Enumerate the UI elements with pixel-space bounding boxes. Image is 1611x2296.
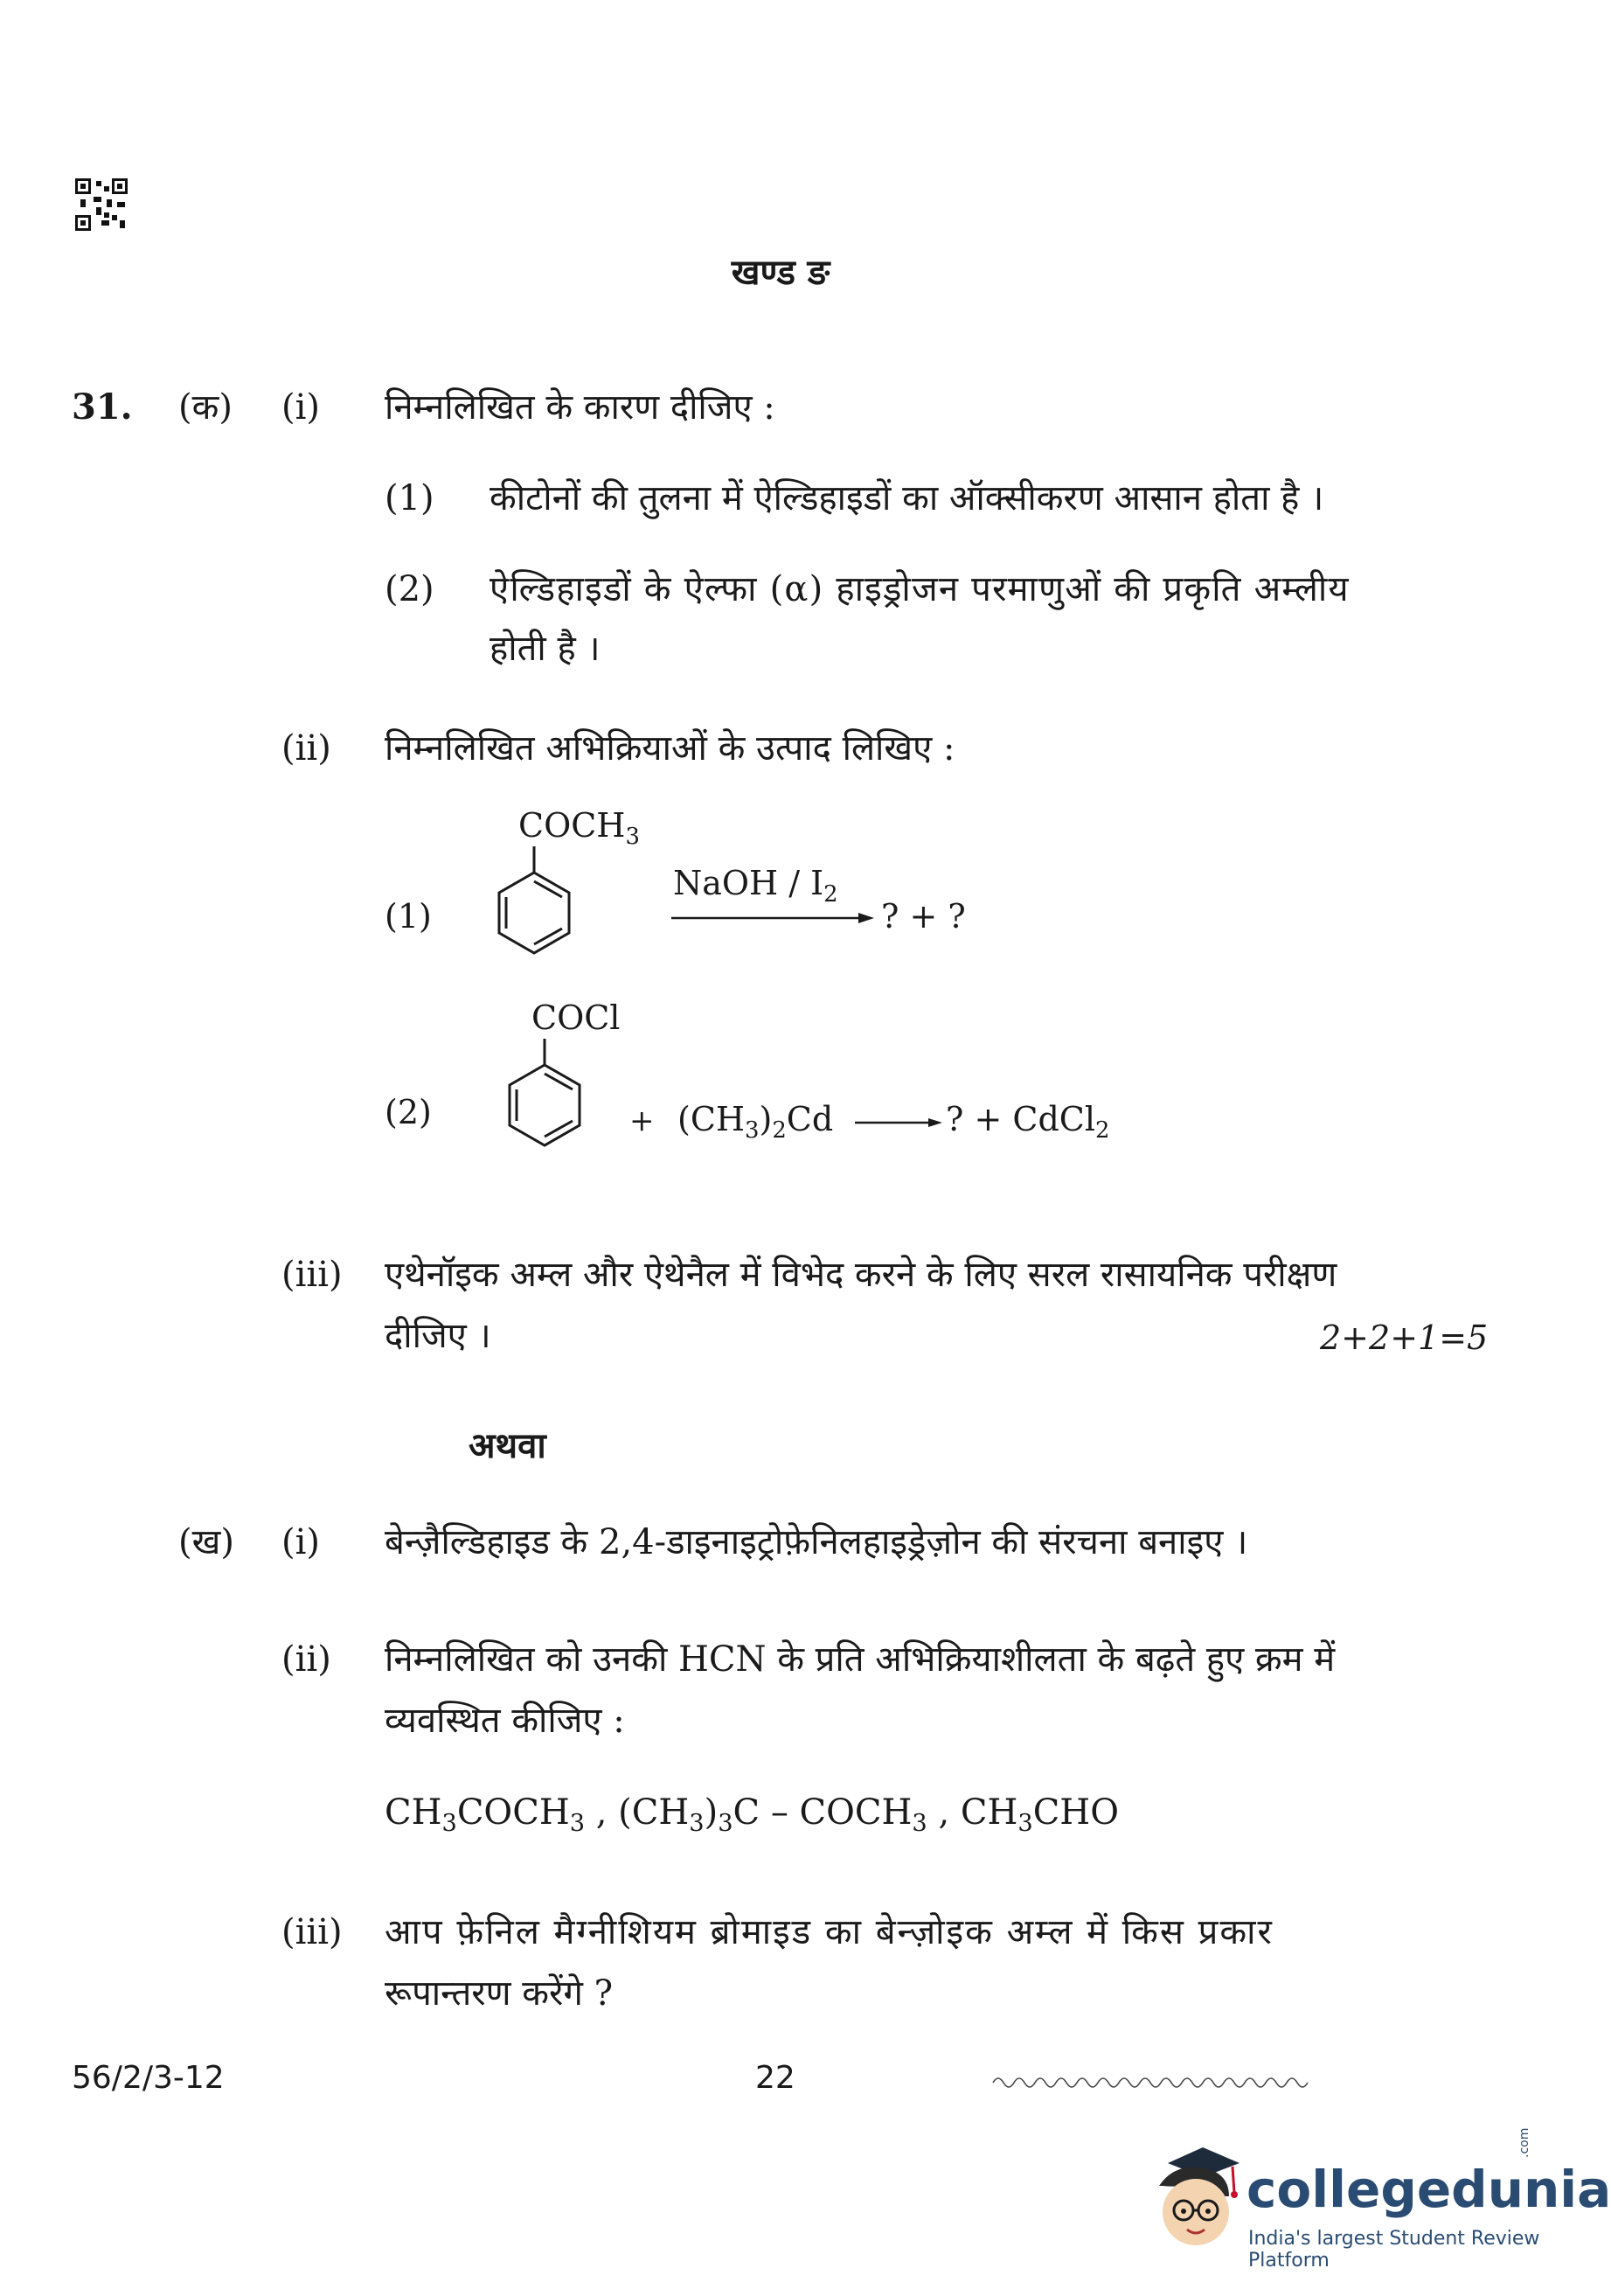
- question-number: 31.: [72, 386, 133, 428]
- plus-sign: +: [629, 1103, 655, 1138]
- or-separator: अथवा: [469, 1425, 546, 1466]
- benzene-ring-icon: [486, 846, 582, 960]
- reaction-products: ? + ?: [881, 897, 966, 936]
- marks-allocation: 2+2+1=5: [1320, 1318, 1489, 1357]
- question-text: निम्नलिखित को उनकी HCN के प्रति अभिक्रियाशीलता के बढ़ते हुए क्रम में: [385, 1639, 1336, 1680]
- compound-list: $CH_3COCH_3$ , $(CH_3)_3C$ – $COCH_3$ , $CH_3CHO$: [385, 1792, 1119, 1838]
- item-label: (2): [385, 569, 434, 609]
- reaction-products: ? + CdCl$_2$: [946, 1100, 1110, 1144]
- reaction-arrow-icon: [855, 1116, 942, 1130]
- reaction-arrow-icon: [671, 911, 874, 925]
- question-text: एथेनॉइक अम्ल और ऐथेनैल में विभेद करने के लिए सरल रासायनिक परीक्षण: [385, 1255, 1337, 1295]
- brand-name: collegedunia: [1246, 2160, 1611, 2219]
- subpart-label: (ii): [281, 728, 331, 769]
- reagent-label: NaOH / $I_2$: [673, 864, 838, 908]
- subpart-label: (iii): [281, 1255, 343, 1295]
- wavy-line-icon: [993, 2074, 1308, 2091]
- compound: $(CH_3)_3C$ – $COCH_3$: [618, 1792, 927, 1838]
- part-b-label: (ख): [178, 1522, 234, 1562]
- brand-tagline: India's largest Student Review Platform: [1248, 2228, 1540, 2272]
- subpart-label: (ii): [281, 1639, 331, 1680]
- item-text-continued: होती है ।: [490, 629, 601, 669]
- compound: $CH_3COCH_3$: [385, 1792, 586, 1838]
- item-text: ऐल्डिहाइडों के ऐल्फा (α) हाइड्रोजन परमाणुओं की प्रकृति अम्लीय: [490, 569, 1350, 609]
- reagent-label: $(CH_3)_2Cd$: [677, 1100, 834, 1144]
- question-text: बेन्ज़ैल्डिहाइड के 2,4-डाइनाइट्रोफ़ेनिलहाइड्रेज़ोन की संरचना बनाइए ।: [385, 1522, 1248, 1562]
- substituent-label: $COCH_3$: [518, 806, 640, 850]
- subpart-label: (i): [281, 387, 321, 428]
- question-text-continued: व्यवस्थित कीजिए :: [385, 1701, 625, 1741]
- subpart-label: (iii): [281, 1912, 343, 1952]
- part-a-label: (क): [178, 387, 233, 428]
- question-text: आप फ़ेनिल मैग्नीशियम ब्रोमाइड का बेन्ज़ोइक अम्ल में किस प्रकार: [385, 1912, 1274, 1952]
- question-prompt: निम्नलिखित अभिक्रियाओं के उत्पाद लिखिए :: [385, 728, 955, 769]
- benzene-ring-icon: [496, 1039, 593, 1152]
- reaction-label: (2): [385, 1093, 432, 1131]
- item-label: (1): [385, 478, 434, 518]
- qr-code: [75, 178, 128, 231]
- brand-suffix: .com: [1517, 2127, 1531, 2158]
- reaction-label: (1): [385, 897, 432, 936]
- question-prompt: निम्नलिखित के कारण दीजिए :: [385, 387, 775, 428]
- mascot-logo-icon: [1142, 2137, 1246, 2259]
- question-text-continued: दीजिए ।: [385, 1316, 491, 1356]
- page-number: 22: [755, 2060, 795, 2096]
- compound: $CH_3CHO$: [960, 1792, 1119, 1838]
- item-text: कीटोनों की तुलना में ऐल्डिहाइडों का ऑक्सीकरण आसान होता है ।: [490, 478, 1324, 518]
- paper-code: 56/2/3-12: [72, 2060, 225, 2096]
- substituent-label: COCl: [531, 998, 621, 1037]
- question-text-continued: रूपान्तरण करेंगे ?: [385, 1973, 614, 2014]
- section-title: खण्ड ङ: [731, 252, 830, 293]
- subpart-label: (i): [281, 1522, 321, 1562]
